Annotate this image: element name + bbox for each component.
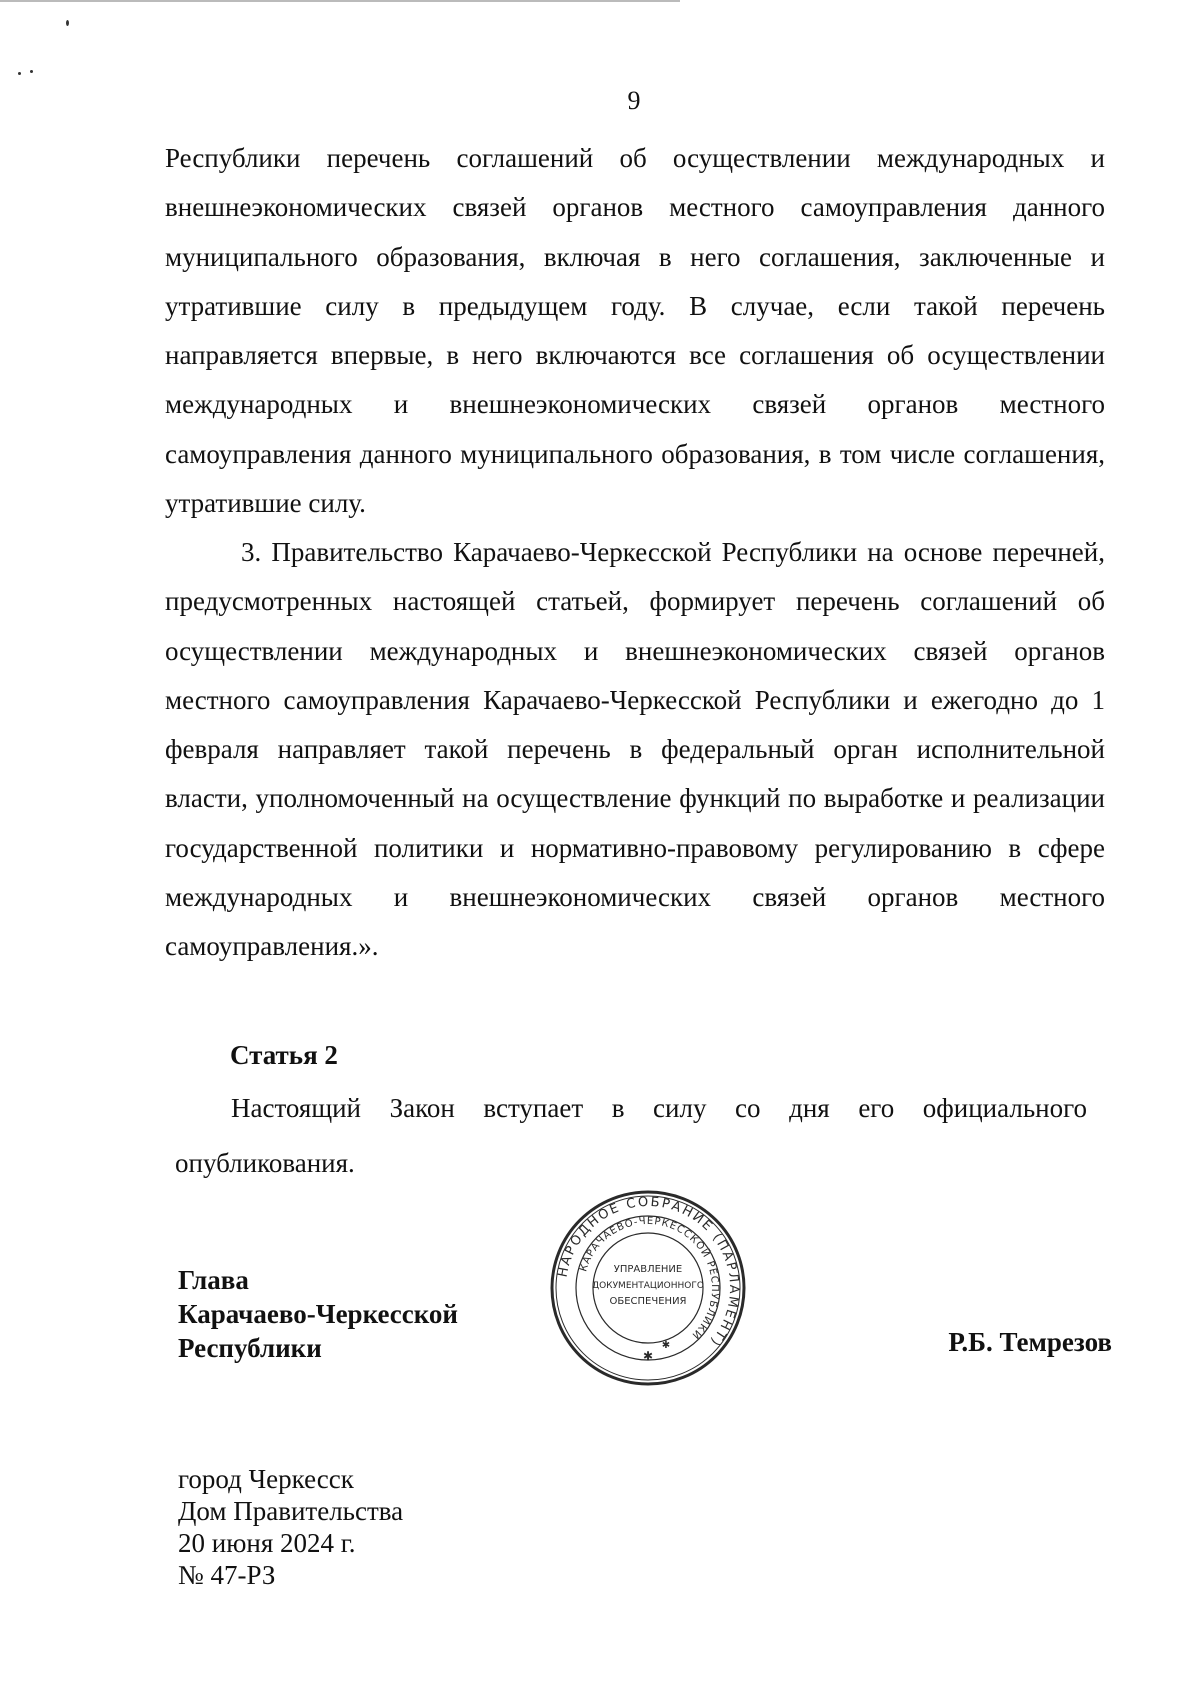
signer-title [178,1263,458,1365]
seal-center-line: ОБЕСПЕЧЕНИЯ [609,1296,687,1307]
signer-title-line: Карачаево-Черкесской [178,1299,458,1329]
footer-number: № 47-РЗ [178,1560,276,1590]
scan-top-edge [0,0,680,2]
body-paragraph: Республики перечень соглашений об осуществлении международных и внешнеэкономических связей органов местного самоуправления данного муниципального образования, включая в него соглашения, заключенные и утратившие силу в предыдущем году. В случае, если такой перечень направляется впервые, в него включаются все соглашения об осуществлении международных и внешнеэкономических связей органов местного самоуправления данного муниципального образования, в том числе соглашения, утратившие силу. [165,143,1105,519]
footer-city: город Черкесск [178,1464,354,1494]
footer-place: Дом Правительства [178,1496,404,1526]
signer-title-line: Республики [178,1333,322,1363]
body-paragraph: 3. Правительство Карачаево-Черкесской Республики на основе перечней, предусмотренных настоящей статьей, формирует перечень соглашений об осуществлении международных и внешнеэкономических связей органов местного самоуправления Карачаево-Черкесской Республики и ежегодно до 1 февраля направляет такой перечень в федеральный орган исполнительной власти, уполномоченный на осуществление функций по выработке и реализации государственной политики и нормативно-правовому регулированию в сфере международных и внешнеэкономических связей органов местного самоуправления.». [165,537,1105,962]
official-seal [548,1188,748,1388]
seal-center-line: УПРАВЛЕНИЕ [613,1264,683,1275]
scan-speck [66,20,69,26]
document-footer [178,1463,403,1591]
signer-title-line: Глава [178,1265,249,1295]
page-number: 9 [627,86,641,115]
scan-speck [18,72,21,75]
scan-speck [30,70,33,73]
article-text: Настоящий Закон вступает в силу со дня его официального опубликования. [175,1093,1087,1178]
signer-name: Р.Б. Темрезов [948,1327,1112,1357]
seal-star-icon: ✱ [661,1340,671,1351]
article-title: Статья 2 [230,1040,338,1070]
footer-date: 20 июня 2024 г. [178,1528,356,1558]
seal-inner-text: КАРАЧАЕВО-ЧЕРКЕССКОЙ РЕСПУБЛИКИ [578,1215,721,1342]
seal-center-line: ДОКУМЕНТАЦИОННОГО [592,1281,704,1291]
seal-star-icon: ✱ [642,1349,654,1363]
seal-outer-text: НАРОДНОЕ СОБРАНИЕ (ПАРЛАМЕНТ) [555,1194,742,1350]
